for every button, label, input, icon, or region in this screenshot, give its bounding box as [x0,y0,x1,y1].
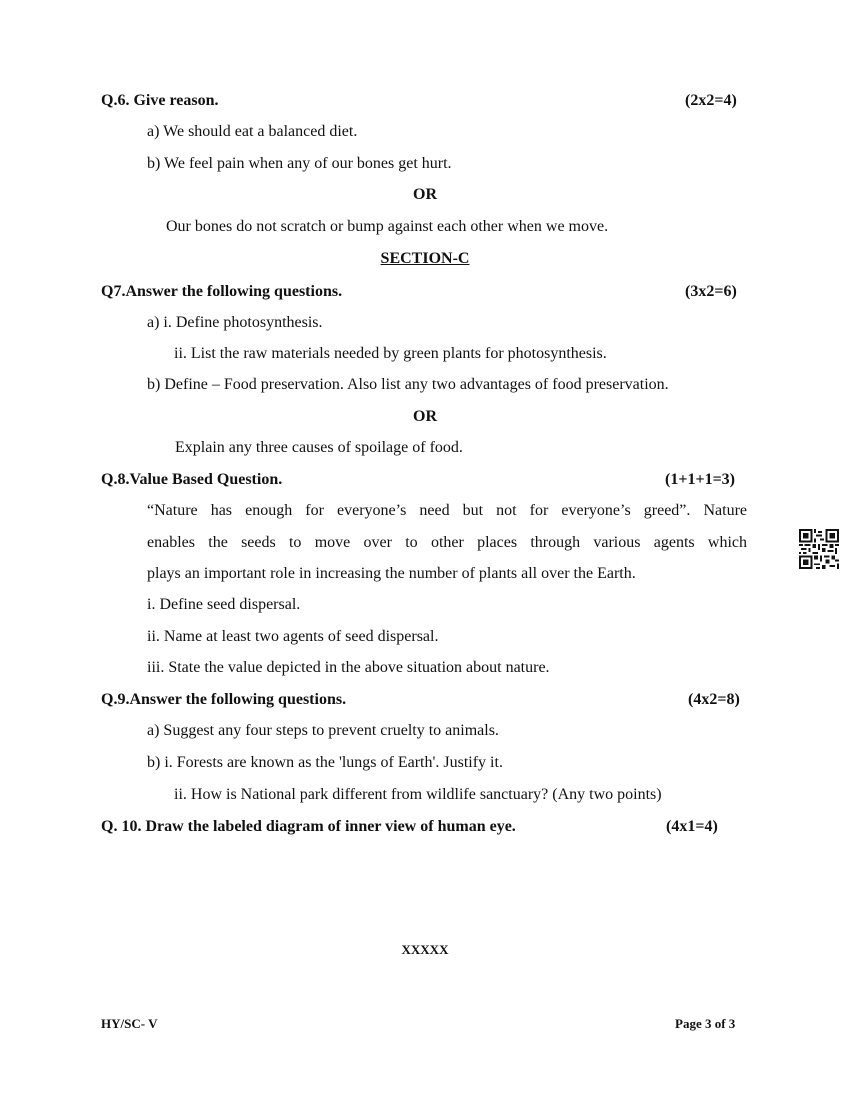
q8-paragraph-line-1: “Nature has enough for everyone’s need but not for everyone’s greed”. Nature [147,502,747,519]
q7-part-a-ii: ii. List the raw materials needed by green plants for photosynthesis. [174,345,607,362]
q6-part-a: a) We should eat a balanced diet. [147,123,358,140]
qr-code-icon [799,529,839,569]
q9-marks: (4x2=8) [688,691,740,708]
q7-alternative: Explain any three causes of spoilage of food. [175,439,463,456]
footer-paper-code: HY/SC- V [101,1016,158,1031]
q9-part-b-ii: ii. How is National park different from wildlife sanctuary? (Any two points) [174,786,662,803]
q7-or: OR [413,408,437,425]
q8-paragraph-line-3: plays an important role in increasing the number of plants all over the Earth. [147,565,636,582]
q6-alternative: Our bones do not scratch or bump against each other when we move. [166,218,609,235]
q9-part-b-i: b) i. Forests are known as the 'lungs of Earth'. Justify it. [147,754,503,771]
q8-part-i: i. Define seed dispersal. [147,596,301,613]
q8-marks: (1+1+1=3) [665,471,736,488]
q8-part-iii: iii. State the value depicted in the above situation about nature. [147,659,550,676]
q10-title: Q. 10. Draw the labeled diagram of inner view of human eye. [101,818,516,835]
section-c-heading: SECTION-C [380,250,470,267]
q7-title: Q7.Answer the following questions. [101,283,343,300]
q8-paragraph-line-2: enables the seeds to move over to other places through various agents which [147,534,747,551]
q7-part-a-i: a) i. Define photosynthesis. [147,314,323,331]
q10-marks: (4x1=4) [666,818,718,835]
q6-marks: (2x2=4) [685,92,737,109]
q9-part-a: a) Suggest any four steps to prevent cruelty to animals. [147,722,499,739]
q6-or: OR [413,186,437,203]
end-of-paper-mark: XXXXX [401,942,449,957]
footer-page-number: Page 3 of 3 [675,1016,736,1031]
q6-title: Q.6. Give reason. [101,92,219,109]
q8-title: Q.8.Value Based Question. [101,471,283,488]
q7-part-b: b) Define – Food preservation. Also list any two advantages of food preservation. [147,376,669,393]
q6-part-b: b) We feel pain when any of our bones get hurt. [147,155,452,172]
q9-title: Q.9.Answer the following questions. [101,691,347,708]
q7-marks: (3x2=6) [685,283,737,300]
q8-part-ii: ii. Name at least two agents of seed dispersal. [147,628,439,645]
